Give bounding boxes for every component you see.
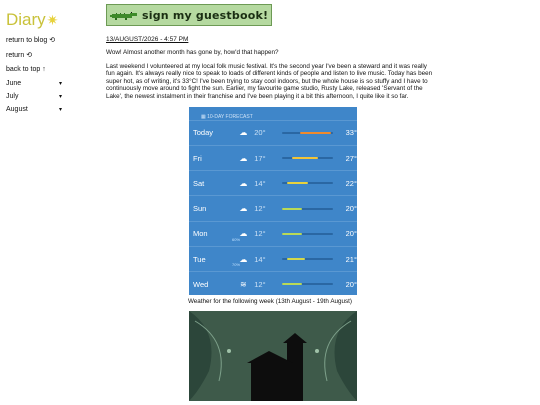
rain-icon: ☁ bbox=[239, 254, 248, 264]
high-temp: 27° bbox=[345, 153, 357, 163]
high-temp: 22° bbox=[345, 178, 357, 188]
low-temp: 17° bbox=[254, 153, 266, 163]
temp-range-bar bbox=[282, 208, 333, 210]
high-temp: 33° bbox=[345, 128, 357, 138]
post-intro: Wow! Almost another month has gone by, how'd that happen? bbox=[106, 49, 279, 56]
high-temp: 20° bbox=[345, 204, 357, 214]
temp-range-bar bbox=[282, 157, 333, 159]
high-temp: 20° bbox=[345, 279, 357, 289]
low-temp: 20° bbox=[254, 128, 266, 138]
crocodile-icon bbox=[110, 9, 138, 21]
forecast-day: Mon bbox=[193, 229, 208, 239]
temp-range-bar bbox=[282, 283, 333, 285]
back-to-top-link[interactable]: back to top ↑ bbox=[6, 66, 46, 73]
forecast-row bbox=[189, 271, 357, 296]
diary-logo[interactable] bbox=[6, 10, 66, 30]
caret-down-icon: ▾ bbox=[58, 94, 62, 100]
cloud-icon: ☁ bbox=[239, 153, 248, 163]
forecast-day: Sun bbox=[193, 204, 207, 214]
forecast-day: Fri bbox=[193, 153, 202, 163]
rain-icon: ☁ bbox=[239, 229, 248, 239]
forecast-row bbox=[189, 145, 357, 170]
temp-range-fill bbox=[300, 132, 331, 134]
forecast-row bbox=[189, 246, 357, 271]
high-temp: 20° bbox=[345, 229, 357, 239]
star-icon: ✷ bbox=[46, 11, 59, 28]
caret-down-icon: ▾ bbox=[58, 81, 62, 87]
low-temp: 14° bbox=[254, 254, 266, 264]
temp-range-bar bbox=[282, 233, 333, 235]
forecast-title: 10-DAY FORECAST bbox=[207, 113, 253, 120]
game-artwork-image bbox=[189, 311, 357, 401]
month-label: July bbox=[6, 93, 19, 100]
forecast-day: Sat bbox=[193, 178, 205, 188]
forecast-row bbox=[189, 195, 357, 220]
month-july[interactable] bbox=[6, 93, 62, 100]
return-to-blog-link[interactable]: return to blog ⟲ bbox=[6, 37, 56, 44]
temp-range-bar bbox=[282, 182, 333, 184]
cloud-icon: ☁ bbox=[239, 128, 248, 138]
month-label: August bbox=[6, 106, 28, 113]
sidebar bbox=[6, 10, 66, 119]
forecast-day: Wed bbox=[193, 279, 209, 289]
low-temp: 12° bbox=[254, 279, 266, 289]
cloud-icon: ☁ bbox=[239, 204, 248, 214]
temp-range-fill bbox=[282, 233, 303, 235]
temp-range-fill bbox=[282, 283, 303, 285]
forecast-day: Tue bbox=[193, 254, 206, 264]
high-temp: 21° bbox=[345, 254, 357, 264]
forecast-row bbox=[189, 170, 357, 195]
temp-range-fill bbox=[292, 157, 318, 159]
caret-down-icon: ▾ bbox=[58, 107, 62, 113]
forecast-header bbox=[189, 107, 357, 120]
month-label: June bbox=[6, 80, 22, 87]
temp-range-bar bbox=[282, 132, 333, 134]
cloud-icon: ☁ bbox=[239, 178, 248, 188]
calendar-icon: ▦ bbox=[201, 113, 206, 120]
post-date[interactable]: 13/AUGUST/2026 - 4:57 PM bbox=[106, 36, 189, 43]
month-august[interactable] bbox=[6, 106, 62, 113]
weather-forecast-image bbox=[189, 107, 357, 295]
wind-icon: ≋ bbox=[240, 279, 247, 289]
logo-text: Diary bbox=[6, 10, 46, 29]
forecast-day: Today bbox=[193, 128, 214, 138]
guestbook-banner[interactable] bbox=[106, 4, 272, 26]
temp-range-bar bbox=[282, 258, 333, 260]
post-body: Last weekend I volunteered at my local folk music festival. It's the second year I've been a steward and it was really fun again. It's always really nice to speak to loads of different kinds of people and listen to live music. Today has been super hot, as of writing, it's 33°C! I've been trying to stay cool indoors, but the whole house is so stuffy and I have to continuously move around to fight the sun. Earlier, my favourite game studio, Rusty Lake, released 'Servant of the Lake', the newest instalment in their franchise and I've been playing it a bit this afternoon, I quite like it so far. bbox=[106, 62, 433, 100]
month-june[interactable] bbox=[6, 80, 62, 87]
rain-chance: 70% bbox=[232, 262, 241, 268]
low-temp: 14° bbox=[254, 178, 266, 188]
guestbook-text: sign my guestbook! bbox=[142, 8, 269, 22]
return-link[interactable]: return ⟲ bbox=[6, 52, 33, 59]
temp-range-fill bbox=[287, 258, 305, 260]
rain-chance: 60% bbox=[232, 236, 241, 242]
forecast-row bbox=[189, 120, 357, 145]
forecast-row bbox=[189, 221, 357, 246]
weather-caption: Weather for the following week (13th August - 19th August) bbox=[187, 297, 353, 305]
low-temp: 12° bbox=[254, 229, 266, 239]
low-temp: 12° bbox=[254, 204, 266, 214]
temp-range-fill bbox=[282, 208, 303, 210]
temp-range-fill bbox=[287, 182, 308, 184]
main-content bbox=[106, 4, 434, 401]
